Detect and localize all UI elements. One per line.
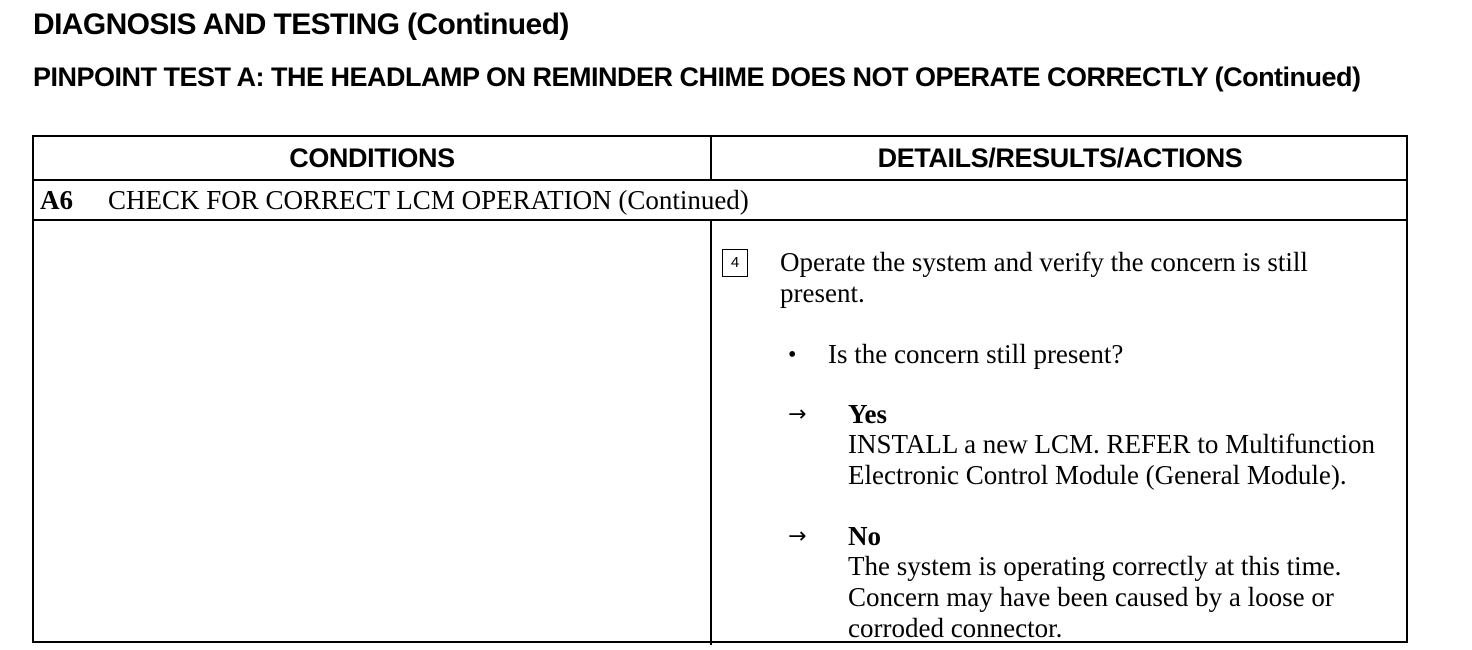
- no-label: No: [848, 521, 881, 551]
- pinpoint-test-title: PINPOINT TEST A: THE HEADLAMP ON REMINDER CHIME DOES NOT OPERATE CORRECTLY (Continued): [33, 62, 1361, 92]
- pinpoint-test-table: [32, 135, 1408, 643]
- question-text: Is the concern still present?: [828, 339, 1124, 369]
- section-title: DIAGNOSIS AND TESTING (Continued): [33, 8, 569, 41]
- substep-number-box: 4: [722, 249, 748, 277]
- bullet-icon: •: [788, 342, 797, 368]
- step-title: CHECK FOR CORRECT LCM OPERATION (Continued): [108, 185, 749, 215]
- column-divider: [710, 221, 712, 645]
- arrow-right-icon: →: [788, 524, 807, 549]
- no-action: The system is operating correctly at this time. Concern may have been caused by a loose or corroded connector.: [848, 551, 1342, 643]
- conditions-header: CONDITIONS: [289, 143, 455, 173]
- header-divider: [34, 179, 1406, 181]
- step-row: [40, 182, 749, 218]
- details-results-actions-header: DETAILS/RESULTS/ACTIONS: [877, 143, 1243, 173]
- yes-action: INSTALL a new LCM. REFER to Multifunction Electronic Control Module (General Module).: [848, 429, 1376, 490]
- step-divider: [34, 219, 1406, 221]
- yes-label: Yes: [848, 399, 887, 429]
- column-divider: [710, 137, 712, 179]
- arrow-right-icon: →: [788, 402, 807, 427]
- substep-instruction: Operate the system and verify the concern is still present.: [780, 247, 1308, 308]
- step-id: A6: [40, 185, 73, 215]
